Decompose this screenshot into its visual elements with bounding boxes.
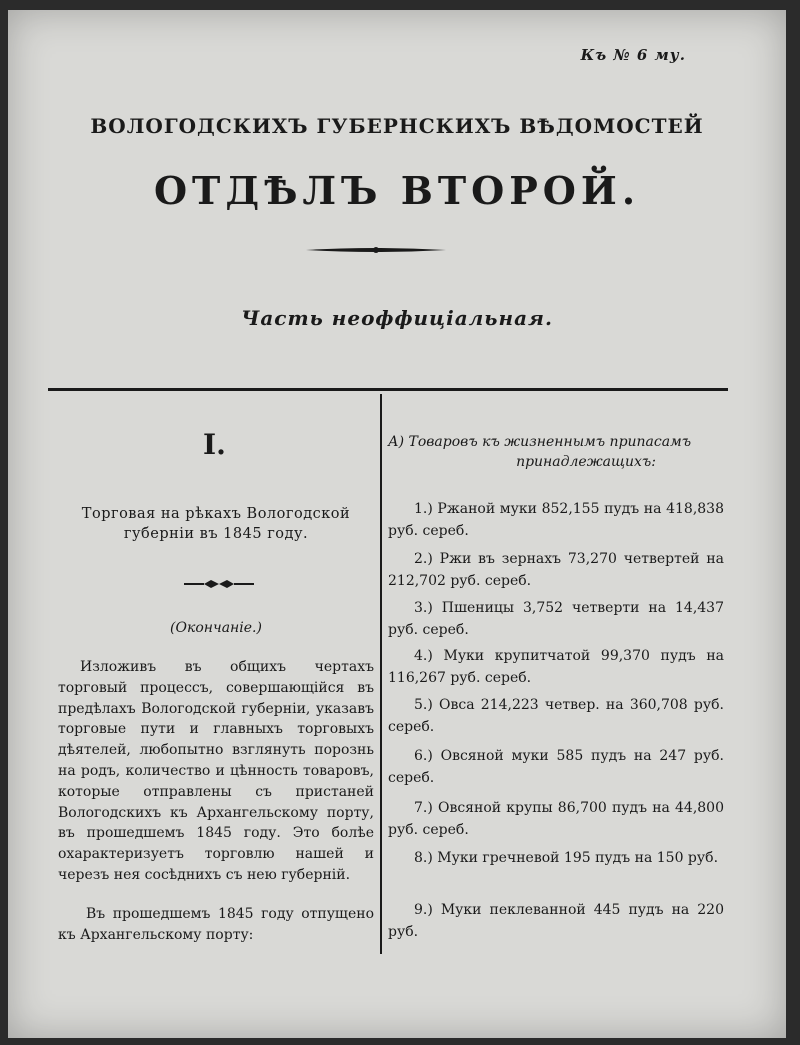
- category-heading-line-1: А) Товаровъ къ жизненнымъ припасамъ: [388, 434, 692, 450]
- part-title: Часть неоффиціальная.: [241, 306, 553, 330]
- newspaper-page: [8, 10, 786, 1038]
- section-title: ОТДѢЛЪ ВТОРОЙ.: [153, 168, 641, 213]
- list-item: 2.) Ржи въ зернахъ 73,270 четвертей на 212,702 руб. сереб.: [388, 551, 724, 589]
- list-item: 3.) Пшеницы 3,752 четверти на 14,437 руб. сереб.: [388, 600, 724, 638]
- list-item: 4.) Муки крупитчатой 99,370 пудъ на 116,267 руб. сереб.: [388, 648, 724, 686]
- issue-reference: Къ № 6 му.: [580, 46, 686, 64]
- ornament-divider-icon: [306, 246, 446, 254]
- continuation-label: (Окончаніе.): [170, 620, 262, 636]
- list-item: 8.) Муки гречневой 195 пудъ на 150 руб.: [414, 850, 719, 866]
- list-item: 5.) Овса 214,223 четвер. на 360,708 руб. сереб.: [388, 697, 724, 735]
- list-item: 1.) Ржаной муки 852,155 пудъ на 418,838 руб. сереб.: [388, 501, 724, 539]
- article-title: Торговая на рѣкахъ Вологодской губерніи въ 1845 году.: [81, 506, 351, 542]
- journal-title: ВОЛОГОДСКИХЪ ГУБЕРНСКИХЪ ВѢДОМОСТЕЙ: [90, 114, 704, 138]
- list-item: 9.) Муки пеклеванной 445 пудъ на 220 руб.: [388, 902, 724, 940]
- body-paragraph-2: Въ прошедшемъ 1845 году отпущено къ Архангельскому порту:: [58, 906, 374, 943]
- ornament-small-icon: [184, 579, 254, 589]
- category-heading-line-2: принадлежащихъ:: [516, 454, 656, 470]
- category-heading: [388, 432, 724, 472]
- list-item: 7.) Овсяной крупы 86,700 пудъ на 44,800 руб. сереб.: [388, 800, 724, 838]
- article-numeral: I.: [203, 428, 226, 461]
- column-divider: [380, 394, 382, 954]
- horizontal-rule: [48, 388, 728, 391]
- list-item: 6.) Овсяной муки 585 пудъ на 247 руб. сереб.: [388, 748, 724, 786]
- body-paragraph-1: Изложивъ въ общихъ чертахъ торговый процессъ, совершающійся въ предѣлахъ Вологодской губерніи, указавъ торговые пути и главныхъ торговыхъ дѣятелей, любопытно взглянуть порознь на родъ, количество и цѣнность товаровъ, которые отправлены съ пристаней Вологодскихъ къ Архангельскому порту, въ прошедшемъ 1845 году. Это болѣе охарактеризуетъ торговлю нашей и черезъ нея сосѣднихъ съ нею губерній.: [58, 659, 374, 883]
